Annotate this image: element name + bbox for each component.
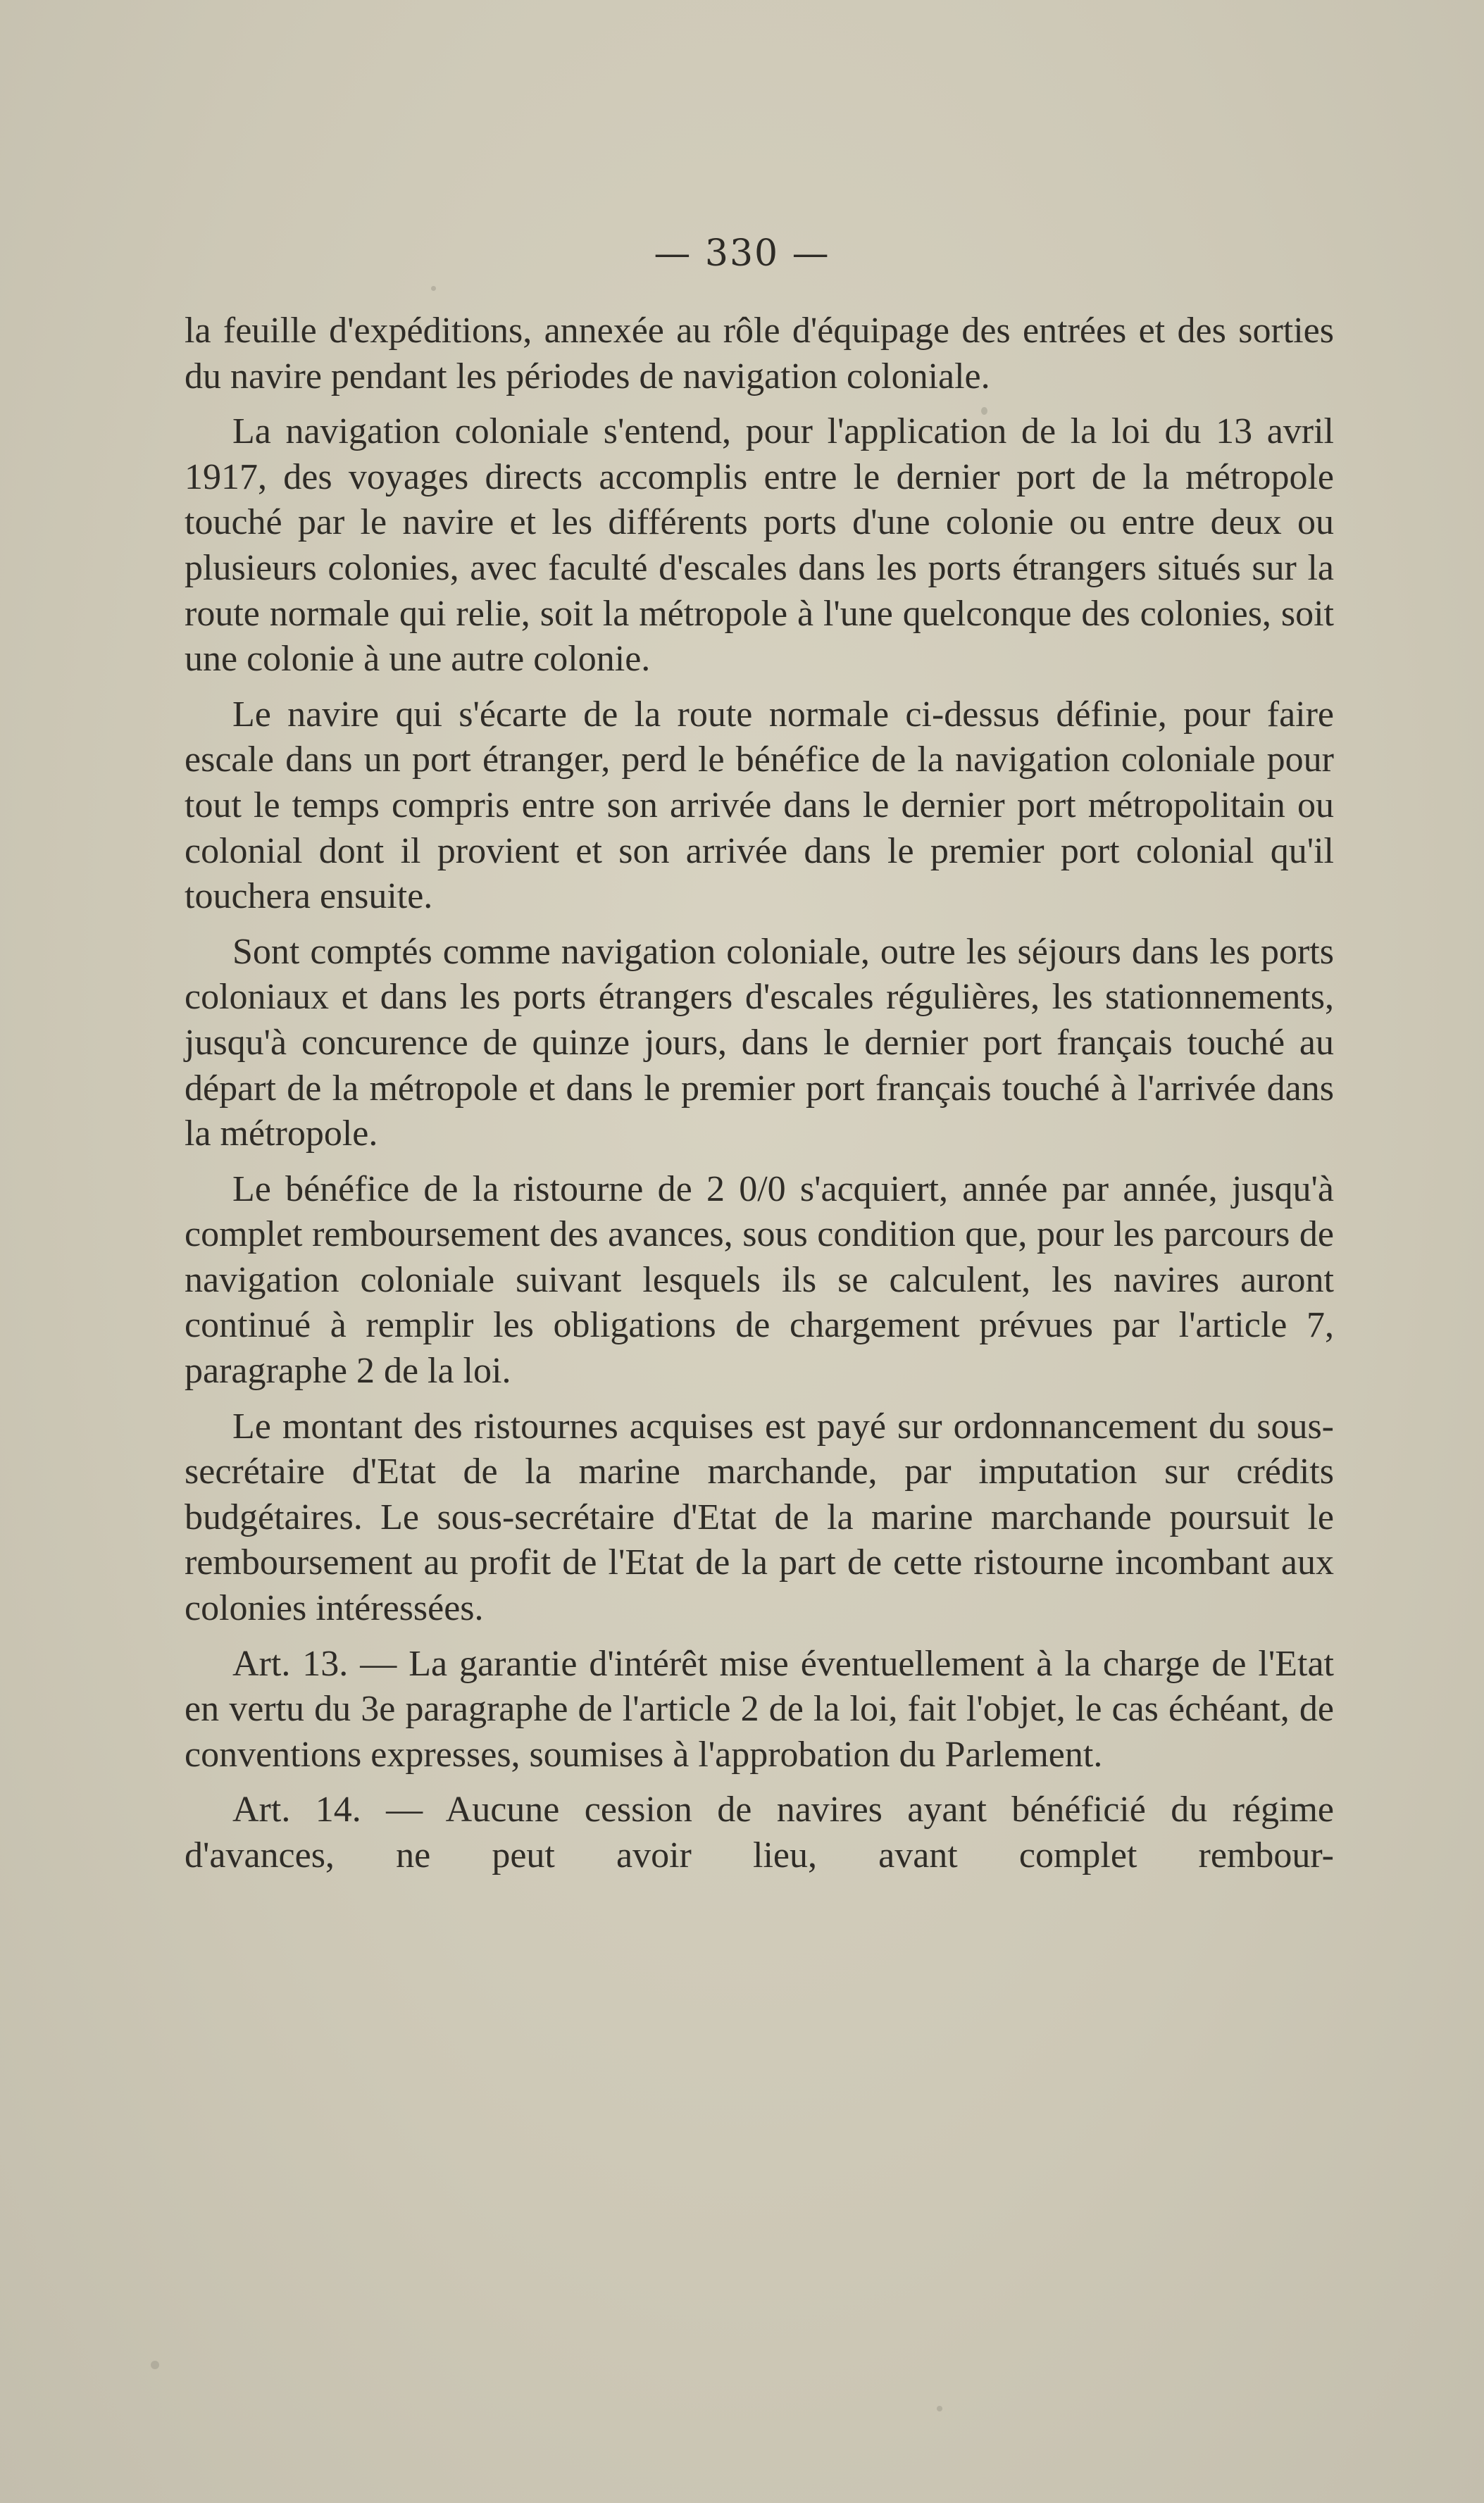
paragraph: Art. 14. — Aucune cession de navires ayant bénéficié du régime d'avances, ne peut avoir lieu, avant complet rembour- xyxy=(185,1790,1334,1875)
paragraph: la feuille d'expéditions, annexée au rôle d'équipage des entrées et des sorties du navire pendant les périodes de navigation coloniale. xyxy=(185,311,1334,397)
page-body xyxy=(185,308,1334,1889)
page-stain xyxy=(151,2361,159,2369)
page-stain xyxy=(431,286,436,291)
paragraph: La navigation coloniale s'entend, pour l'application de la loi du 13 avril 1917, des voyages directs accomplis entre le dernier port de la métropole touché par le navire et les différents ports d'une colonie ou entre deux ou plusieurs colonies, avec faculté d'escales dans les ports étrangers situés sur la route normale qui relie, soit la métropole à l'une quelconque des colonies, soit une colonie à une autre colonie. xyxy=(185,411,1334,680)
paragraph: Art. 13. — La garantie d'intérêt mise éventuellement à la charge de l'Etat en vertu du 3e paragraphe de l'article 2 de la loi, fait l'objet, le cas échéant, de conventions expresses, soumises à l'approbation du Parlement. xyxy=(185,1643,1334,1775)
paragraph: Le montant des ristournes acquises est payé sur ordonnancement du sous-secrétaire d'Etat de la marine marchande, par imputation sur crédits budgétaires. Le sous-secrétaire d'Etat de la marine marchande poursuit le remboursement au profit de l'Etat de la part de cette ristourne incombant aux colonies intéressées. xyxy=(185,1406,1334,1629)
page-number-header: — 330 — xyxy=(654,232,830,275)
paragraph: Le bénéfice de la ristourne de 2 0/0 s'acquiert, année par année, jusqu'à complet remboursement des avances, sous condition que, pour les parcours de navigation coloniale suivant lesquels ils se calculent, les navires auront continué à remplir les obligations de chargement prévues par l'article 7, paragraphe 2 de la loi. xyxy=(185,1168,1334,1392)
paragraph: Sont comptés comme navigation coloniale, outre les séjours dans les ports coloniaux et dans les ports étrangers d'escales régulières, les stationnements, jusqu'à concurence de quinze jours, dans le dernier port français touché au départ de la métropole et dans le premier port français touché à l'arrivée dans la métropole. xyxy=(185,931,1334,1154)
page-stain xyxy=(937,2406,942,2411)
paragraph: Le navire qui s'écarte de la route normale ci-dessus définie, pour faire escale dans un port étranger, perd le bénéfice de la navigation coloniale pour tout le temps compris entre son arrivée dans le dernier port métropolitain ou colonial dont il provient et son arrivée dans le premier port colonial qu'il touchera ensuite. xyxy=(185,694,1334,917)
